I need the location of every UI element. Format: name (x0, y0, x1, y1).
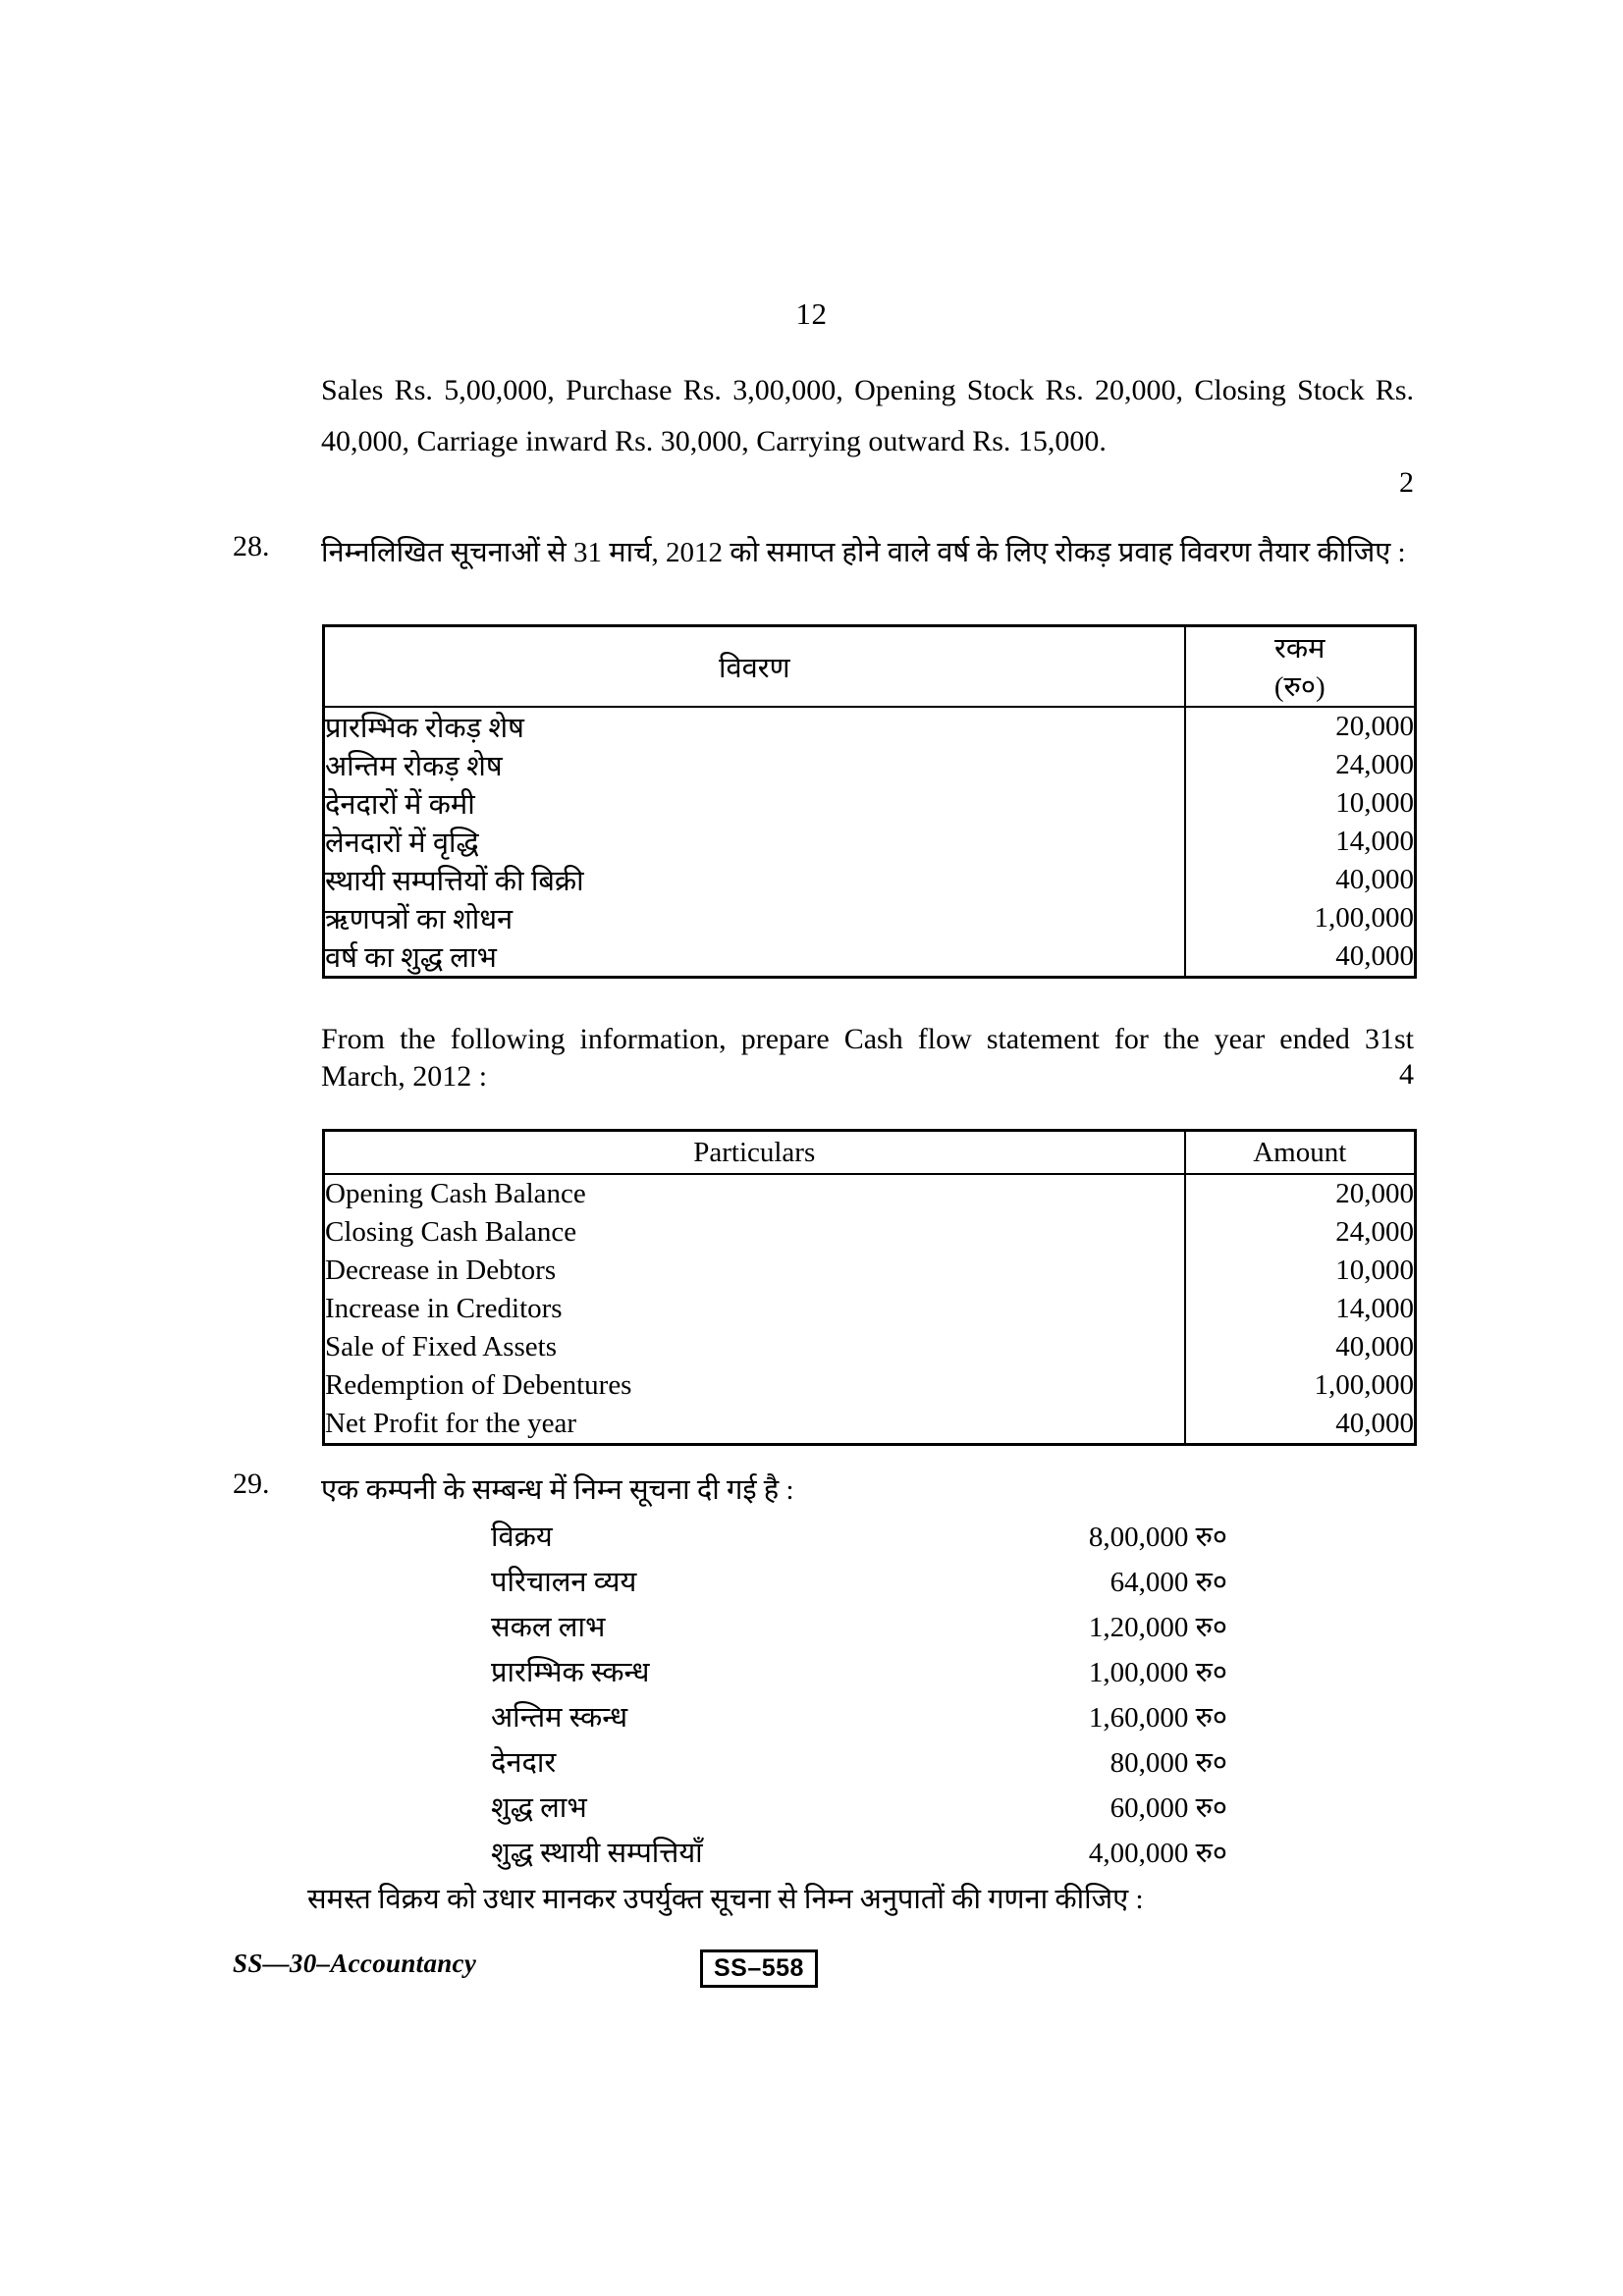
question-29-items (491, 1517, 1227, 1878)
row-particular: लेनदारों में वृद्धि (325, 828, 479, 859)
table-header-particulars: Particulars (324, 1131, 1185, 1175)
table-header-amount (1185, 626, 1416, 708)
list-item (491, 1788, 1227, 1833)
row-amount: 20,000 (1185, 707, 1416, 746)
row-amount: 40,000 (1185, 937, 1416, 978)
table-row (324, 823, 1416, 861)
item-value: 4,00,000 रु० (1088, 1838, 1227, 1869)
row-amount: 10,000 (1185, 784, 1416, 823)
item-label: शुद्ध लाभ (491, 1792, 587, 1824)
table-row (324, 899, 1416, 937)
footer-subject: SS—30–Accountancy (233, 1949, 477, 1978)
row-particular: Increase in Creditors (325, 1293, 563, 1324)
row-amount: 14,000 (1185, 823, 1416, 861)
list-item (491, 1562, 1227, 1607)
row-particular: Decrease in Debtors (325, 1255, 557, 1286)
question-28-marks: 4 (1399, 1058, 1414, 1091)
question-29-number: 29. (233, 1468, 270, 1500)
row-particular: Net Profit for the year (325, 1408, 577, 1439)
item-label: प्रारम्भिक स्कन्ध (491, 1657, 650, 1688)
item-value: 8,00,000 रु० (1088, 1522, 1227, 1553)
list-item (491, 1517, 1227, 1562)
table-header-amount-line2: (रु०) (1273, 671, 1325, 703)
item-value: 1,00,000 रु० (1088, 1657, 1227, 1688)
row-amount: 10,000 (1185, 1252, 1416, 1290)
cash-flow-table-hindi (322, 624, 1417, 979)
table-row (324, 861, 1416, 899)
table-row (324, 746, 1416, 784)
row-particular: वर्ष का शुद्ध लाभ (325, 942, 497, 974)
item-label: विक्रय (491, 1522, 553, 1553)
row-amount: 40,000 (1185, 1405, 1416, 1445)
table-header-row (324, 626, 1416, 708)
row-amount: 20,000 (1185, 1174, 1416, 1213)
item-value: 1,60,000 रु० (1088, 1702, 1227, 1734)
question-29-prompt-hi: एक कम्पनी के सम्बन्ध में निम्न सूचना दी गई है : (321, 1474, 794, 1506)
list-item (491, 1652, 1227, 1697)
row-amount: 1,00,000 (1185, 1366, 1416, 1405)
row-particular: Sale of Fixed Assets (325, 1331, 558, 1362)
list-item (491, 1833, 1227, 1878)
row-amount: 24,000 (1185, 746, 1416, 784)
row-particular: Opening Cash Balance (325, 1178, 586, 1209)
table-row (324, 1174, 1416, 1213)
item-value: 64,000 रु० (1109, 1567, 1227, 1598)
table-row (324, 784, 1416, 823)
table-header-particulars: विवरण (324, 626, 1185, 708)
item-label: देनदार (491, 1747, 557, 1779)
footer-paper-code: SS–558 (700, 1949, 818, 1988)
table-row (324, 1405, 1416, 1445)
row-particular: अन्तिम रोकड़ शेष (325, 751, 503, 782)
table-row (324, 707, 1416, 746)
table-row (324, 937, 1416, 978)
row-particular: प्रारम्भिक रोकड़ शेष (325, 713, 524, 744)
question-28-number: 28. (233, 530, 270, 562)
question-29-closing: समस्त विक्रय को उधार मानकर उपर्युक्त सूचना से निम्न अनुपातों की गणना कीजिए : (307, 1884, 1144, 1915)
item-label: परिचालन व्यय (491, 1567, 637, 1598)
table-header-amount: Amount (1185, 1131, 1416, 1175)
row-amount: 14,000 (1185, 1290, 1416, 1328)
row-particular: Redemption of Debentures (325, 1369, 632, 1401)
table-row (324, 1290, 1416, 1328)
question-28-prompt-hi: निम्नलिखित सूचनाओं से 31 मार्च, 2012 को समाप्त होने वाले वर्ष के लिए रोकड़ प्रवाह विवरण तैयार कीजिए : (321, 537, 1406, 568)
item-label: सकल लाभ (491, 1612, 606, 1643)
row-particular: Closing Cash Balance (325, 1216, 577, 1248)
table-body (324, 707, 1416, 978)
item-label: अन्तिम स्कन्ध (491, 1702, 628, 1734)
row-amount: 40,000 (1185, 1328, 1416, 1366)
table-header-row (324, 1131, 1416, 1175)
row-amount: 40,000 (1185, 861, 1416, 899)
intro-paragraph-marks: 2 (1399, 466, 1414, 499)
item-value: 60,000 रु० (1109, 1792, 1227, 1824)
item-value: 1,20,000 रु० (1088, 1612, 1227, 1643)
list-item (491, 1697, 1227, 1742)
list-item (491, 1742, 1227, 1788)
table-header-amount-line1: रकम (1274, 633, 1325, 665)
table-row (324, 1328, 1416, 1366)
row-amount: 24,000 (1185, 1213, 1416, 1252)
page-number: 12 (795, 296, 828, 331)
intro-paragraph: Sales Rs. 5,00,000, Purchase Rs. 3,00,000, Opening Stock Rs. 20,000, Closing Stock Rs. 40,000, Carriage inward Rs. 30,000, Carrying outward Rs. 15,000. (321, 374, 1414, 457)
cash-flow-table-english (322, 1129, 1417, 1446)
table-row (324, 1213, 1416, 1252)
table-body (324, 1174, 1416, 1445)
table-row (324, 1252, 1416, 1290)
question-28-prompt-en: From the following information, prepare Cash flow statement for the year ended 31st March, 2012 : (321, 1023, 1414, 1093)
item-value: 80,000 रु० (1109, 1747, 1227, 1779)
row-amount: 1,00,000 (1185, 899, 1416, 937)
row-particular: देनदारों में कमी (325, 789, 475, 821)
item-label: शुद्ध स्थायी सम्पत्तियाँ (491, 1838, 703, 1869)
table-row (324, 1366, 1416, 1405)
row-particular: स्थायी सम्पत्तियों की बिक्री (325, 866, 584, 897)
list-item (491, 1607, 1227, 1652)
row-particular: ऋणपत्रों का शोधन (325, 904, 514, 935)
